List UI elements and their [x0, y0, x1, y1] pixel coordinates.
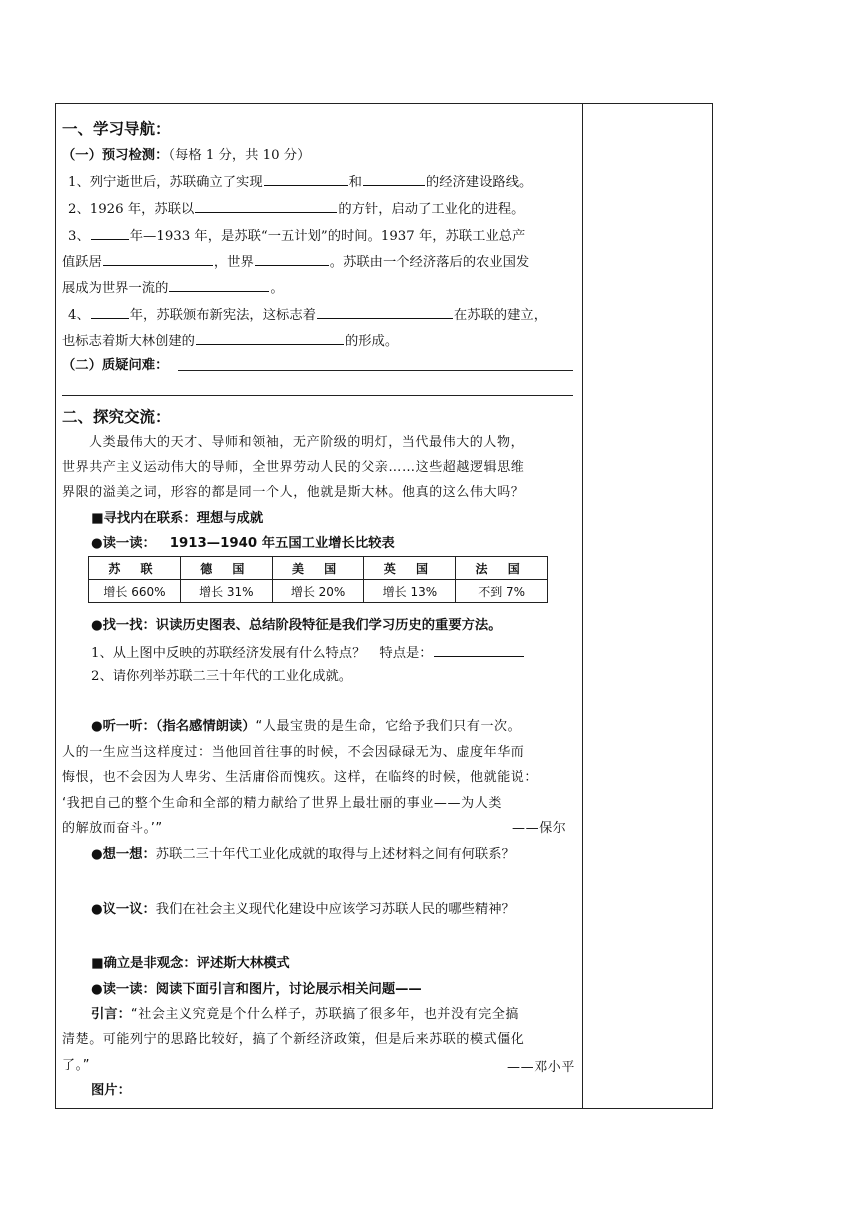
q3-text-a: 3、 [68, 229, 90, 244]
find-q1-text: 1、从上图中反映的苏联经济发展有什么特点？ [91, 646, 366, 661]
pretest-score-note: （每格 1 分，共 10 分） [168, 148, 311, 163]
q3-text-b: 年—1933 年，是苏联“一五计划”的时间。1937 年，苏联工业总产 [129, 229, 526, 244]
table-header-cell: 德 国 [180, 557, 272, 580]
table-header-cell: 美 国 [272, 557, 364, 580]
questions-answer-line-1[interactable] [178, 370, 573, 371]
table-header-cell: 英 国 [364, 557, 456, 580]
table-header-cell: 法 国 [456, 557, 548, 580]
question-4-line1 [68, 305, 547, 325]
q4-blank-2[interactable] [317, 305, 453, 319]
q1-blank-1[interactable] [264, 172, 348, 186]
topic-heading-2: ■确立是非观念：评述斯大林模式 [91, 956, 290, 971]
listen-author: ——保尔 [512, 821, 567, 836]
q1-blank-2[interactable] [363, 172, 425, 186]
q1-text-b: 和 [348, 175, 362, 190]
picture-label: 图片： [91, 1083, 131, 1098]
think-label: ●想一想： [91, 847, 156, 862]
q4-text-a: 4、 [68, 308, 90, 323]
q3-text-d: ，世界 [213, 255, 254, 270]
question-4-line2 [62, 331, 398, 351]
q3-text-c: 值跃居 [62, 255, 102, 270]
question-3-line1 [68, 226, 525, 246]
q3-blank-3[interactable] [255, 252, 329, 266]
q2-text-b: 的方针，启动了工业化的进程。 [338, 202, 525, 217]
table-cell: 增长 660% [89, 580, 181, 603]
quote-label: 引言： [91, 1007, 131, 1022]
q3-text-e: 。苏联由一个经济落后的农业国发 [329, 255, 530, 270]
q4-text-b: 年，苏联颁布新宪法，这标志着 [129, 308, 316, 323]
questions-answer-line-2[interactable] [62, 395, 573, 396]
q3-blank-2[interactable] [103, 252, 213, 266]
section2-title: 二、探究交流： [62, 408, 171, 426]
intro-line-1: 人类最伟大的天才、导师和领袖，无产阶级的明灯，当代最伟大的人物， [89, 435, 525, 450]
quote-line-2: 清楚。可能列宁的思路比较好，搞了个新经济政策，但是后来苏联的模式僵化 [62, 1032, 525, 1047]
pretest-label: （一）预习检测： [62, 148, 169, 163]
quote-line-3: 了。” [62, 1058, 91, 1073]
q4-text-e: 的形成。 [344, 334, 399, 349]
quote-author: ——邓小平 [507, 1060, 575, 1075]
section1-title: 一、学习导航： [62, 120, 171, 138]
q4-blank-1[interactable] [91, 305, 129, 319]
questions-label: （二）质疑问难： [62, 358, 169, 373]
q1-text-a: 1、列宁逝世后，苏联确立了实现 [68, 175, 263, 190]
q2-text-a: 2、1926 年，苏联以 [68, 202, 195, 217]
read-1-label: ●读一读： [91, 536, 156, 551]
discuss-label: ●议一议： [91, 902, 156, 917]
quote-line-1 [91, 1006, 519, 1024]
table-header-cell: 苏 联 [89, 557, 181, 580]
discuss-text: 我们在社会主义现代化建设中应该学习苏联人民的哪些精神？ [155, 902, 515, 917]
q4-text-c: 在苏联的建立， [453, 308, 547, 323]
table-cell: 增长 31% [180, 580, 272, 603]
read-1-heading [91, 535, 395, 553]
intro-line-2: 世界共产主义运动伟大的导师，全世界劳动人民的父亲……这些超越逻辑思维 [62, 460, 525, 475]
listen-label: ●听一听：（指名感情朗读） [91, 719, 256, 734]
q3-blank-4[interactable] [169, 278, 269, 292]
think-line [91, 846, 515, 864]
question-3-line2 [62, 252, 529, 272]
listen-line-2: 人的一生应当这样度过：当他回首往事的时候，不会因碌碌无为、虚度年华而 [62, 745, 525, 760]
find-question-2: 2、请你列举苏联二三十年代的工业化成就。 [91, 669, 353, 684]
read-2-heading: ●读一读：阅读下面引言和图片，讨论展示相关问题—— [91, 982, 422, 997]
q3-blank-1[interactable] [91, 226, 129, 240]
find-q1-tail: 特点是： [379, 646, 433, 661]
find-question-1 [91, 643, 525, 663]
q3-text-g: 。 [270, 281, 284, 296]
listen-line-4: ‘我把自己的整个生命和全部的精力献给了世界上最壮丽的事业——为人类 [62, 796, 502, 811]
intro-line-3: 界限的溢美之词，形容的都是同一个人，他就是斯大林。他真的这么伟大吗？ [62, 485, 525, 500]
notes-column-divider [582, 103, 583, 1109]
listen-line-1 [91, 718, 521, 736]
table-row [89, 580, 548, 603]
listen-line-3: 悔恨，也不会因为人卑劣、生活庸俗而愧疚。这样，在临终的时候，他就能说： [62, 770, 539, 785]
topic-heading-1: ■寻找内在联系：理想与成就 [91, 511, 264, 526]
find-q1-blank[interactable] [434, 643, 524, 657]
listen-line-5: 的解放而奋斗。’” [62, 821, 163, 836]
table-cell: 不到 7% [456, 580, 548, 603]
pretest-heading [62, 147, 310, 165]
read-1-table-title: 1913—1940 年五国工业增长比较表 [169, 536, 395, 551]
q1-text-c: 的经济建设路线。 [425, 175, 533, 190]
q4-text-d: 也标志着斯大林创建的 [62, 334, 195, 349]
table-cell: 增长 13% [364, 580, 456, 603]
q4-blank-3[interactable] [196, 331, 344, 345]
question-2 [68, 199, 524, 219]
table-cell: 增长 20% [272, 580, 364, 603]
growth-comparison-table [88, 556, 548, 603]
q2-blank-1[interactable] [195, 199, 337, 213]
question-3-line3 [62, 278, 284, 298]
table-header-row [89, 557, 548, 580]
q3-text-f: 展成为世界一流的 [62, 281, 169, 296]
question-1 [68, 172, 532, 192]
think-text: 苏联二三十年代工业化成就的取得与上述材料之间有何联系？ [155, 847, 515, 862]
discuss-line [91, 901, 515, 919]
listen-text-1: “人最宝贵的是生命，它给予我们只有一次。 [255, 719, 522, 734]
find-heading: ●找一找：识读历史图表、总结阶段特征是我们学习历史的重要方法。 [91, 618, 502, 633]
quote-text-1: “社会主义究竟是个什么样子，苏联搞了很多年，也并没有完全搞 [130, 1007, 520, 1022]
